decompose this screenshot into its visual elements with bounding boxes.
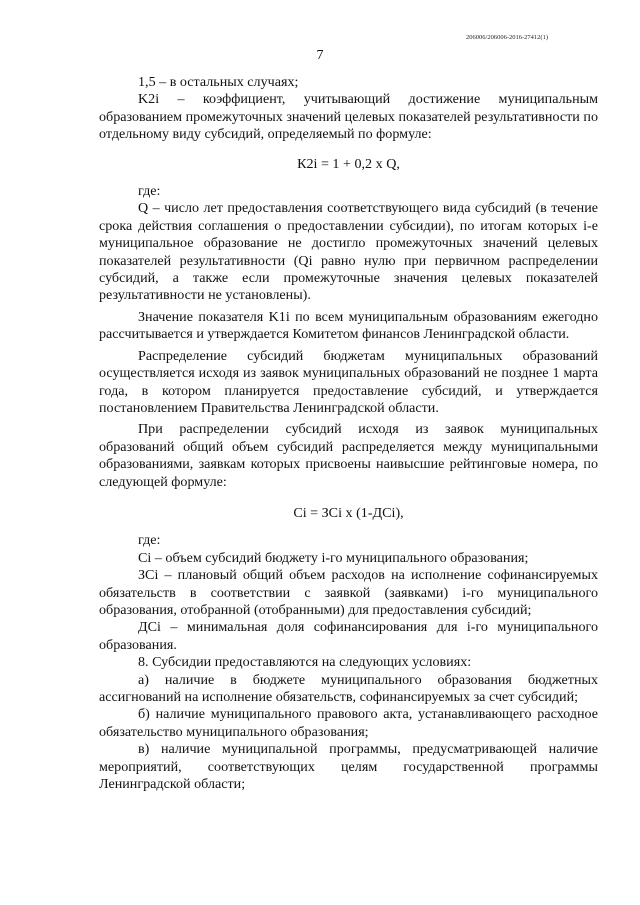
paragraph-q-definition: Q – число лет предоставления соответствующего вида субсидий (в течение срока действия соглашения о предоставлении субсидии), по итогам которых i-е муниципальное образование не достигло промежуточных значений целевых показателей результативности (Qi равно нулю при первичном распределении субсидий, а также если промежуточные значения целевых показателей результативности не установлены). bbox=[99, 200, 598, 304]
document-id: 206006/206006-2016-27412(1) bbox=[466, 34, 548, 41]
section-8-heading: 8. Субсидии предоставляются на следующих условиях: bbox=[138, 654, 472, 671]
paragraph-distribution-formula-intro: При распределении субсидий исходя из заявок муниципальных образований общий объем субсидий распределяется между муниципальными образованиями, заявкам которых присвоены наивысшие рейтинговые номера, по следующей формуле: bbox=[99, 421, 598, 490]
paragraph-k2i-definition: K2i – коэффициент, учитывающий достижение муниципальным образованием промежуточных значений целевых показателей результативности по отдельному виду субсидий, определяемый по формуле: bbox=[99, 91, 598, 143]
formula-ci: Сi = ЗСi x (1-ДСi), bbox=[293, 504, 404, 521]
formula-k2i: К2i = 1 + 0,2 x Q, bbox=[297, 155, 400, 172]
condition-c: в) наличие муниципальной программы, предусматривающей наличие мероприятий, соответствующих целям государственной программы Ленинградской области; bbox=[99, 741, 598, 793]
condition-a: а) наличие в бюджете муниципального образования бюджетных ассигнований на исполнение обязательств, софинансируемых за счет субсидий; bbox=[99, 671, 598, 705]
paragraph-coefficient-other: 1,5 – в остальных случаях; bbox=[138, 74, 299, 90]
page-number: 7 bbox=[316, 48, 324, 63]
where-label-2: где: bbox=[138, 532, 161, 549]
paragraph-dci-definition: ДСi – минимальная доля софинансирования для i-го муниципального образования. bbox=[99, 619, 598, 653]
paragraph-ci-definition: Сi – объем субсидий бюджету i-го муниципального образования; bbox=[138, 549, 529, 566]
paragraph-distribution: Распределение субсидий бюджетам муниципальных образований осуществляется исходя из заявок муниципальных образований не позднее 1 марта года, в котором планируется предоставление субсидий, и утверждается постановлением Правительства Ленинградской области. bbox=[99, 347, 598, 416]
document-body bbox=[99, 74, 598, 793]
condition-b: б) наличие муниципального правового акта, устанавливающего расходное обязательство муниципального образования; bbox=[99, 706, 598, 740]
paragraph-zci-definition: ЗСi – плановый общий объем расходов на исполнение софинансируемых обязательств в соответствии с заявкой (заявками) i-го муниципального образования, отобранной (отобранными) для предоставления субсидий; bbox=[99, 567, 598, 618]
where-label-1: где: bbox=[138, 183, 161, 200]
paragraph-k1i-value: Значение показателя K1i по всем муниципальным образованиям ежегодно рассчитывается и утверждается Комитетом финансов Ленинградской области. bbox=[99, 308, 598, 343]
